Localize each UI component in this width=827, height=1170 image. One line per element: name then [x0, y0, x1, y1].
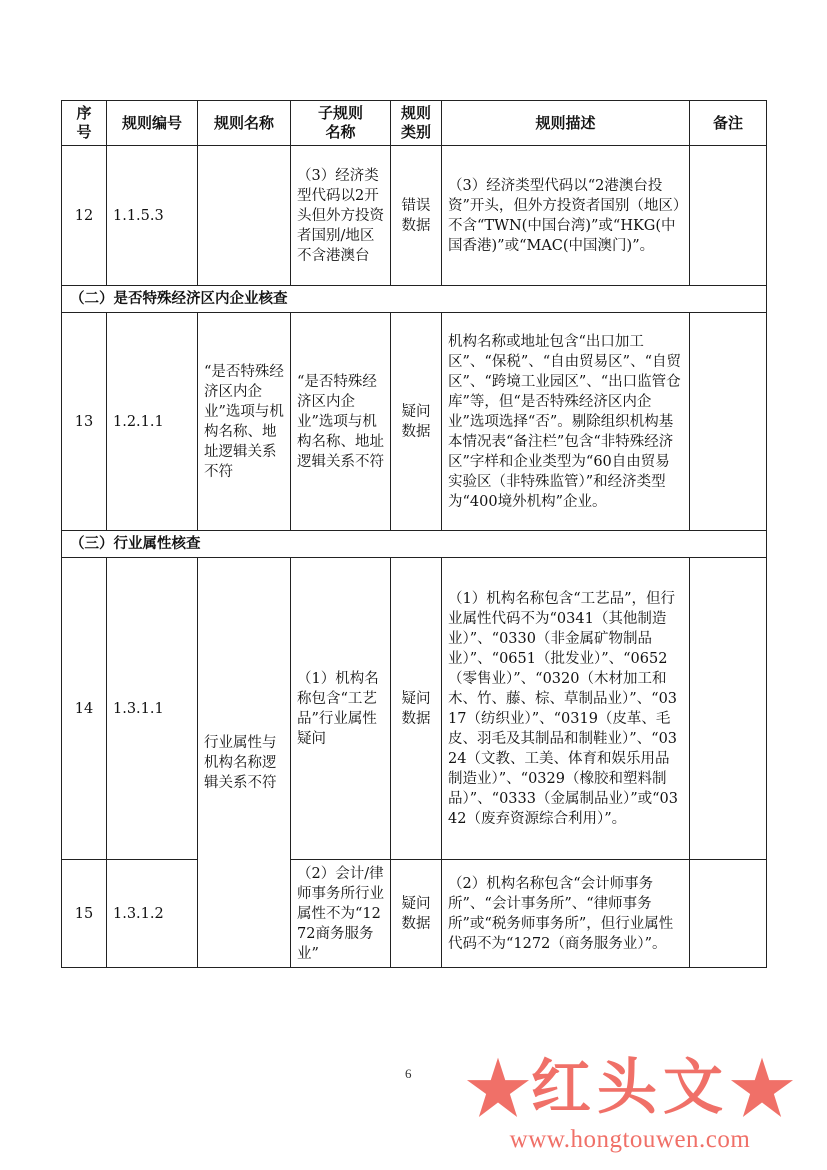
row-code: 1.2.1.1	[107, 313, 198, 531]
row-description: （1）机构名称包含“工艺品”，但行业属性代码不为“0341（其他制造业）”、“0330（非金属矿物制品业）”、“0651（批发业）”、“0652（零售业）”、“0320（木材加工和木、竹、藤、棕、草制品业）”、“0317（纺织业）”、“0319（皮革、毛皮、羽毛及其制品和制鞋业）”、“0324（文教、工美、体育和娱乐用品制造业）”、“0329（橡胶和塑料制品）”、“0333（金属制品业）”或“0342（废弃资源综合利用）”。	[442, 558, 690, 860]
row-category: 疑问数据	[391, 860, 442, 968]
header-category: 规则类别	[391, 101, 442, 146]
row-note	[690, 558, 767, 860]
row-category: 错误数据	[391, 146, 442, 286]
section-heading	[62, 531, 767, 558]
row-note	[690, 860, 767, 968]
row-description: （2）机构名称包含“会计师事务所”、“会计事务所”、“律师事务所”或“税务师事务所”，但行业属性代码不为“1272（商务服务业）”。	[442, 860, 690, 968]
star-icon	[729, 1055, 795, 1121]
row-seq: 15	[62, 860, 107, 968]
table-row	[62, 313, 767, 531]
watermark-title-row	[440, 1048, 820, 1128]
row-subrule: “是否特殊经济区内企业”选项与机构名称、地址逻辑关系不符	[291, 313, 391, 531]
row-name: 行业属性与机构名称逻辑关系不符	[198, 558, 291, 968]
row-category: 疑问数据	[391, 558, 442, 860]
row-seq: 13	[62, 313, 107, 531]
row-note	[690, 313, 767, 531]
table-row	[62, 146, 767, 286]
row-code: 1.1.5.3	[107, 146, 198, 286]
row-subrule: （2）会计/律师事务所行业属性不为“1272商务服务业”	[291, 860, 391, 968]
header-row	[62, 101, 767, 146]
section-heading	[62, 286, 767, 313]
row-subrule: （1）机构名称包含“工艺品”行业属性疑问	[291, 558, 391, 860]
row-seq: 14	[62, 558, 107, 860]
row-subrule: （3）经济类型代码以2开头但外方投资者国别/地区不含港澳台	[291, 146, 391, 286]
header-note: 备注	[690, 101, 767, 146]
row-code: 1.3.1.1	[107, 558, 198, 860]
row-code: 1.3.1.2	[107, 860, 198, 968]
page-number: 6	[405, 1066, 412, 1081]
rules-table	[61, 100, 767, 968]
row-description: （3）经济类型代码以“2港澳台投资”开头，但外方投资者国别（地区）不含“TWN(中国台湾)”或“HKG(中国香港)”或“MAC(中国澳门)”。	[442, 146, 690, 286]
header-subrule: 子规则名称	[291, 101, 391, 146]
table-row	[62, 860, 767, 968]
section-title: （三）行业属性核查	[62, 531, 767, 558]
star-icon	[465, 1055, 531, 1121]
header-seq: 序号	[62, 101, 107, 146]
row-name	[198, 146, 291, 286]
row-name: “是否特殊经济区内企业”选项与机构名称、地址逻辑关系不符	[198, 313, 291, 531]
row-seq: 12	[62, 146, 107, 286]
header-name: 规则名称	[198, 101, 291, 146]
row-description: 机构名称或地址包含“出口加工区”、“保税”、“自由贸易区”、“自贸区”、“跨境工业园区”、“出口监管仓库”等，但“是否特殊经济区内企业”选项选择“否”。剔除组织机构基本情况表“备注栏”包含“非特殊经济区”字样和企业类型为“60自由贸易实验区（非特殊监管）”和经济类型为“400境外机构”企业。	[442, 313, 690, 531]
row-note	[690, 146, 767, 286]
row-category: 疑问数据	[391, 313, 442, 531]
header-description: 规则描述	[442, 101, 690, 146]
section-title: （二）是否特殊经济区内企业核查	[62, 286, 767, 313]
header-code: 规则编号	[107, 101, 198, 146]
watermark	[440, 1040, 820, 1168]
watermark-url: www.hongtouwen.com	[509, 1126, 751, 1153]
watermark-title: 红头文	[531, 1053, 729, 1123]
table-row	[62, 558, 767, 860]
